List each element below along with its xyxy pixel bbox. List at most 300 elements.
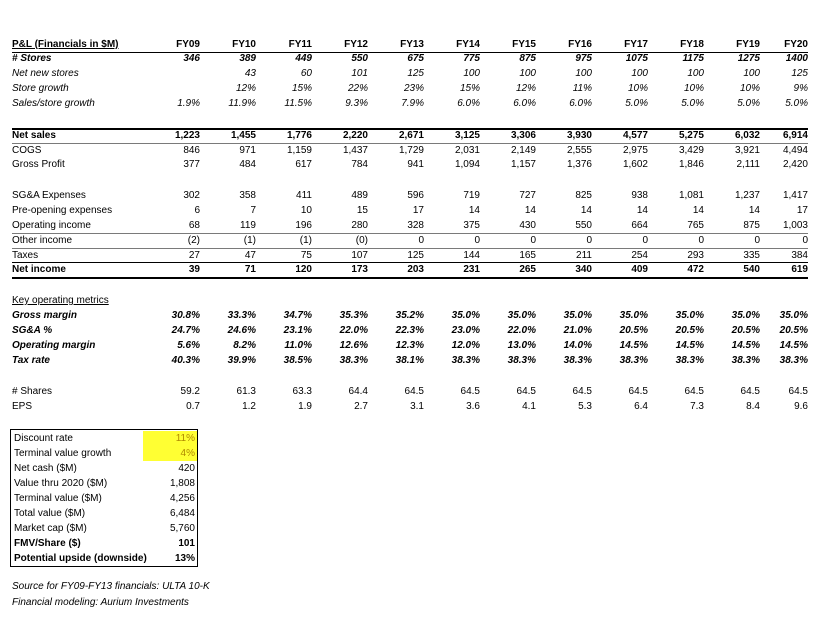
value-cell-fy11: 15%: [291, 83, 312, 94]
value-cell-fy12: 107: [351, 250, 368, 261]
row-operating-margin: [12, 339, 808, 353]
value-cell-fy18: 5.0%: [681, 98, 704, 109]
value-cell-fy15: 38.3%: [507, 355, 536, 366]
valuation-label: Total value ($M): [14, 508, 86, 519]
value-cell-fy17: 254: [631, 250, 648, 261]
value-cell-fy12: 35.3%: [339, 310, 368, 321]
value-cell-fy17: 35.0%: [619, 310, 648, 321]
value-cell-fy11: 1,159: [286, 145, 312, 156]
value-cell-fy17: 1075: [625, 53, 648, 64]
table-title: P&L (Financials in $M): [12, 39, 119, 50]
row-label: Gross margin: [12, 310, 78, 321]
value-cell-fy10: 484: [239, 159, 256, 170]
value-cell-fy11: 34.7%: [283, 310, 312, 321]
value-cell-fy09: 59.2: [180, 386, 200, 397]
value-cell-fy14: 38.3%: [451, 355, 480, 366]
value-cell-fy10: 61.3: [236, 386, 256, 397]
valuation-row-terminal-value-growth: [11, 446, 197, 461]
value-cell-fy15: 6.0%: [513, 98, 536, 109]
value-cell-fy19: 14: [748, 205, 760, 216]
value-cell-fy10: 43: [244, 68, 256, 79]
value-cell-fy14: 14: [468, 205, 480, 216]
value-cell-fy19: 20.5%: [731, 325, 760, 336]
year-header-fy19: FY19: [736, 39, 760, 50]
value-cell-fy13: 941: [407, 159, 424, 170]
value-cell-fy10: 389: [239, 53, 256, 64]
valuation-value: 101: [178, 538, 195, 549]
value-cell-fy18: 38.3%: [675, 355, 704, 366]
value-cell-fy16: 1,376: [566, 159, 592, 170]
value-cell-fy14: 64.5: [460, 386, 480, 397]
value-cell-fy13: 328: [407, 220, 424, 231]
value-cell-fy19: 14.5%: [731, 340, 760, 351]
value-cell-fy10: (1): [243, 235, 256, 246]
value-cell-fy15: 265: [519, 264, 536, 275]
value-cell-fy14: 35.0%: [451, 310, 480, 321]
value-cell-fy10: 39.9%: [227, 355, 256, 366]
value-cell-fy11: 63.3: [292, 386, 312, 397]
value-cell-fy17: 6.4: [634, 401, 648, 412]
value-cell-fy17: 5.0%: [625, 98, 648, 109]
value-cell-fy18: 64.5: [684, 386, 704, 397]
value-cell-fy13: 1,729: [398, 145, 424, 156]
value-cell-fy09: 346: [183, 53, 200, 64]
row-label: SG&A %: [12, 325, 53, 336]
year-header-fy10: FY10: [232, 39, 256, 50]
value-cell-fy11: 411: [296, 190, 312, 201]
value-cell-fy16: 3,930: [566, 130, 592, 141]
value-cell-fy14: 719: [463, 190, 480, 201]
valuation-label: Value thru 2020 ($M): [14, 478, 108, 489]
value-cell-fy11: 11.5%: [284, 98, 312, 109]
value-cell-fy15: 14: [524, 205, 536, 216]
value-cell-fy16: 0: [586, 235, 592, 246]
value-cell-fy16: 2,555: [566, 145, 592, 156]
value-cell-fy12: 1,437: [342, 145, 368, 156]
row-label: Tax rate: [12, 355, 50, 366]
row-net-income: [12, 263, 808, 277]
value-cell-fy12: 550: [351, 53, 368, 64]
value-cell-fy14: 231: [463, 264, 480, 275]
value-cell-fy11: 60: [300, 68, 312, 79]
row-label: Other income: [12, 235, 73, 246]
row-stores: [12, 52, 808, 66]
value-cell-fy13: 125: [407, 250, 424, 261]
year-header-fy09: FY09: [176, 39, 200, 50]
value-cell-fy09: 846: [183, 145, 200, 156]
valuation-row-market-cap-m: [11, 521, 197, 536]
year-header-fy16: FY16: [568, 39, 592, 50]
value-cell-fy16: 825: [575, 190, 592, 201]
opex-divider-2: [12, 248, 808, 249]
value-cell-fy10: 971: [239, 145, 256, 156]
value-cell-fy12: 22.0%: [339, 325, 368, 336]
value-cell-fy17: 38.3%: [619, 355, 648, 366]
value-cell-fy14: 15%: [459, 83, 480, 94]
row-pre-opening-expenses: [12, 204, 808, 218]
value-cell-fy13: 203: [407, 264, 424, 275]
value-cell-fy11: 1,776: [286, 130, 312, 141]
value-cell-fy13: 35.2%: [395, 310, 424, 321]
value-cell-fy18: 765: [687, 220, 704, 231]
value-cell-fy19: 35.0%: [731, 310, 760, 321]
value-cell-fy13: 64.5: [404, 386, 424, 397]
row-label: Sales/store growth: [12, 98, 95, 109]
value-cell-fy20: 38.3%: [779, 355, 808, 366]
row-operating-income: [12, 219, 808, 233]
value-cell-fy12: 9.3%: [345, 98, 368, 109]
value-cell-fy20: 0: [802, 235, 808, 246]
value-cell-fy14: 375: [463, 220, 480, 231]
row-cogs: [12, 144, 808, 158]
valuation-row-fmv-share: [11, 536, 197, 551]
value-cell-fy12: 22%: [347, 83, 368, 94]
net-income-top-rule: [12, 262, 808, 263]
value-cell-fy09: 39: [188, 264, 200, 275]
value-cell-fy16: 21.0%: [563, 325, 592, 336]
value-cell-fy16: 64.5: [572, 386, 592, 397]
row-sg-a-expenses: [12, 189, 808, 203]
valuation-row-potential-upside-downside: [11, 551, 197, 566]
value-cell-fy09: 377: [183, 159, 200, 170]
value-cell-fy09: 0.7: [186, 401, 200, 412]
value-cell-fy20: 384: [791, 250, 808, 261]
value-cell-fy14: 0: [474, 235, 480, 246]
value-cell-fy19: 540: [743, 264, 760, 275]
value-cell-fy15: 22.0%: [507, 325, 536, 336]
row-sales-store-growth: [12, 97, 808, 111]
value-cell-fy15: 3,306: [510, 130, 536, 141]
row-label: Pre-opening expenses: [12, 205, 113, 216]
row-label: # Stores: [12, 53, 52, 64]
value-cell-fy17: 2,975: [622, 145, 648, 156]
value-cell-fy18: 1,081: [678, 190, 704, 201]
valuation-row-value-thru-2020-m: [11, 476, 197, 491]
net-income-bottom-rule: [12, 277, 808, 279]
valuation-label: Market cap ($M): [14, 523, 87, 534]
value-cell-fy10: 7: [250, 205, 256, 216]
row-gross-margin: [12, 309, 808, 323]
value-cell-fy18: 100: [687, 68, 704, 79]
value-cell-fy16: 340: [575, 264, 592, 275]
value-cell-fy13: 125: [407, 68, 424, 79]
value-cell-fy15: 875: [519, 53, 536, 64]
value-cell-fy10: 11.9%: [228, 98, 256, 109]
value-cell-fy20: 6,914: [782, 130, 808, 141]
value-cell-fy12: 101: [351, 68, 368, 79]
value-cell-fy20: 4,494: [782, 145, 808, 156]
value-cell-fy19: 6,032: [734, 130, 760, 141]
valuation-row-total-value-m: [11, 506, 197, 521]
value-cell-fy16: 211: [576, 250, 592, 261]
value-cell-fy11: 1.9: [298, 401, 312, 412]
row-eps: [12, 400, 808, 414]
value-cell-fy16: 38.3%: [563, 355, 592, 366]
value-cell-fy10: 1,455: [230, 130, 256, 141]
value-cell-fy12: 2.7: [354, 401, 368, 412]
value-cell-fy11: 38.5%: [283, 355, 312, 366]
value-cell-fy18: 7.3: [690, 401, 704, 412]
value-cell-fy13: 38.1%: [395, 355, 424, 366]
value-cell-fy09: 5.6%: [177, 340, 200, 351]
metrics-section: [12, 294, 808, 308]
value-cell-fy13: 2,671: [398, 130, 424, 141]
value-cell-fy15: 64.5: [516, 386, 536, 397]
value-cell-fy18: 472: [687, 264, 704, 275]
value-cell-fy16: 5.3: [578, 401, 592, 412]
value-cell-fy13: 12.3%: [395, 340, 424, 351]
value-cell-fy10: 119: [240, 220, 256, 231]
valuation-value[interactable]: 4%: [143, 446, 197, 461]
valuation-row-terminal-value-m: [11, 491, 197, 506]
value-cell-fy10: 47: [244, 250, 256, 261]
value-cell-fy13: 23%: [403, 83, 424, 94]
year-header-fy15: FY15: [512, 39, 536, 50]
valuation-label: Discount rate: [14, 433, 73, 444]
value-cell-fy13: 675: [407, 53, 424, 64]
value-cell-fy17: 14.5%: [619, 340, 648, 351]
year-header-fy13: FY13: [400, 39, 424, 50]
row-store-growth: [12, 82, 808, 96]
row-net-new-stores: [12, 67, 808, 81]
value-cell-fy19: 875: [743, 220, 760, 231]
valuation-value: 420: [178, 463, 195, 474]
value-cell-fy16: 14: [580, 205, 592, 216]
value-cell-fy20: 2,420: [782, 159, 808, 170]
valuation-label: FMV/Share ($): [14, 538, 81, 549]
value-cell-fy15: 0: [530, 235, 536, 246]
value-cell-fy14: 100: [463, 68, 480, 79]
value-cell-fy16: 100: [575, 68, 592, 79]
valuation-value: 5,760: [169, 523, 195, 534]
value-cell-fy20: 5.0%: [785, 98, 808, 109]
value-cell-fy17: 100: [631, 68, 648, 79]
value-cell-fy19: 38.3%: [731, 355, 760, 366]
value-cell-fy12: 2,220: [342, 130, 368, 141]
value-cell-fy20: 1,003: [782, 220, 808, 231]
value-cell-fy12: 38.3%: [339, 355, 368, 366]
footnote-source: Source for FY09-FY13 financials: ULTA 10-K: [12, 581, 210, 592]
header-row: [12, 38, 808, 52]
year-header-fy11: FY11: [288, 39, 312, 50]
value-cell-fy10: 24.6%: [227, 325, 256, 336]
value-cell-fy15: 2,149: [510, 145, 536, 156]
metrics-title: Key operating metrics: [12, 295, 109, 306]
row-label: Gross Profit: [12, 159, 65, 170]
value-cell-fy19: 3,921: [734, 145, 760, 156]
value-cell-fy10: 71: [244, 264, 256, 275]
value-cell-fy09: 30.8%: [171, 310, 200, 321]
value-cell-fy15: 727: [519, 190, 536, 201]
value-cell-fy09: 1.9%: [177, 98, 200, 109]
value-cell-fy09: (2): [187, 235, 200, 246]
value-cell-fy16: 14.0%: [563, 340, 592, 351]
value-cell-fy12: 280: [351, 220, 368, 231]
value-cell-fy12: 784: [351, 159, 368, 170]
value-cell-fy17: 64.5: [628, 386, 648, 397]
value-cell-fy17: 20.5%: [619, 325, 648, 336]
value-cell-fy17: 938: [631, 190, 648, 201]
value-cell-fy18: 293: [687, 250, 704, 261]
value-cell-fy12: 64.4: [348, 386, 368, 397]
value-cell-fy12: 12.6%: [339, 340, 368, 351]
value-cell-fy11: 120: [295, 264, 312, 275]
value-cell-fy11: (1): [299, 235, 312, 246]
value-cell-fy12: 173: [351, 264, 368, 275]
value-cell-fy19: 0: [754, 235, 760, 246]
value-cell-fy18: 3,429: [678, 145, 704, 156]
value-cell-fy18: 14: [692, 205, 704, 216]
value-cell-fy17: 10%: [627, 83, 648, 94]
value-cell-fy14: 775: [463, 53, 480, 64]
value-cell-fy11: 10: [300, 205, 312, 216]
footnote-modeling: Financial modeling: Aurium Investments: [12, 597, 189, 608]
row-label: Net income: [12, 264, 66, 275]
value-cell-fy18: 1175: [682, 53, 704, 64]
row-label: Operating margin: [12, 340, 96, 351]
valuation-value: 4,256: [169, 493, 195, 504]
value-cell-fy17: 4,577: [622, 130, 648, 141]
row-tax-rate: [12, 354, 808, 368]
value-cell-fy13: 596: [407, 190, 424, 201]
net-sales-top-rule: [12, 128, 808, 130]
value-cell-fy15: 430: [519, 220, 536, 231]
value-cell-fy14: 2,031: [454, 145, 480, 156]
value-cell-fy18: 5,275: [678, 130, 704, 141]
value-cell-fy13: 17: [412, 205, 424, 216]
value-cell-fy14: 1,094: [454, 159, 480, 170]
year-header-fy20: FY20: [784, 39, 808, 50]
row-label: Net sales: [12, 130, 56, 141]
valuation-value: 1,808: [169, 478, 195, 489]
value-cell-fy20: 1,417: [782, 190, 808, 201]
value-cell-fy15: 165: [519, 250, 536, 261]
value-cell-fy15: 13.0%: [507, 340, 536, 351]
row-net-sales: [12, 129, 808, 143]
row-label: COGS: [12, 145, 42, 156]
value-cell-fy14: 3,125: [454, 130, 480, 141]
value-cell-fy20: 17: [796, 205, 808, 216]
value-cell-fy19: 1,237: [734, 190, 760, 201]
row-label: Net new stores: [12, 68, 79, 79]
valuation-value[interactable]: 11%: [143, 431, 197, 446]
value-cell-fy20: 1400: [785, 53, 808, 64]
row-label: Store growth: [12, 83, 69, 94]
value-cell-fy19: 100: [743, 68, 760, 79]
value-cell-fy20: 619: [791, 264, 808, 275]
value-cell-fy20: 14.5%: [779, 340, 808, 351]
value-cell-fy11: 23.1%: [283, 325, 312, 336]
value-cell-fy20: 64.5: [788, 386, 808, 397]
row-label: EPS: [12, 401, 33, 412]
value-cell-fy11: 617: [295, 159, 312, 170]
value-cell-fy09: 302: [183, 190, 200, 201]
value-cell-fy12: 489: [351, 190, 368, 201]
value-cell-fy19: 64.5: [740, 386, 760, 397]
row-shares: [12, 385, 808, 399]
value-cell-fy14: 6.0%: [457, 98, 480, 109]
value-cell-fy18: 14.5%: [675, 340, 704, 351]
value-cell-fy11: 11.0%: [284, 340, 312, 351]
value-cell-fy15: 35.0%: [507, 310, 536, 321]
value-cell-fy17: 1,602: [622, 159, 648, 170]
year-header-fy14: FY14: [456, 39, 480, 50]
value-cell-fy09: 1,223: [174, 130, 200, 141]
value-cell-fy15: 4.1: [522, 401, 536, 412]
net-sales-bottom-rule: [12, 143, 808, 144]
value-cell-fy09: 68: [188, 220, 200, 231]
valuation-label: Potential upside (downside): [14, 553, 147, 564]
value-cell-fy18: 20.5%: [675, 325, 704, 336]
value-cell-fy14: 23.0%: [451, 325, 480, 336]
valuation-value: 6,484: [169, 508, 195, 519]
valuation-row-net-cash-m: [11, 461, 197, 476]
value-cell-fy09: 24.7%: [171, 325, 200, 336]
valuation-label: Terminal value growth: [14, 448, 112, 459]
valuation-summary-box: [10, 429, 198, 567]
value-cell-fy17: 0: [642, 235, 648, 246]
value-cell-fy16: 11%: [572, 83, 592, 94]
valuation-value: 13%: [174, 553, 195, 564]
valuation-label: Net cash ($M): [14, 463, 77, 474]
value-cell-fy10: 8.2%: [233, 340, 256, 351]
value-cell-fy12: (0): [355, 235, 368, 246]
row-sg-a: [12, 324, 808, 338]
value-cell-fy19: 5.0%: [737, 98, 760, 109]
value-cell-fy11: 75: [300, 250, 312, 261]
valuation-label: Terminal value ($M): [14, 493, 102, 504]
value-cell-fy16: 550: [575, 220, 592, 231]
value-cell-fy13: 22.3%: [395, 325, 424, 336]
value-cell-fy19: 1275: [737, 53, 760, 64]
value-cell-fy20: 9%: [793, 83, 808, 94]
value-cell-fy11: 449: [295, 53, 312, 64]
value-cell-fy11: 196: [295, 220, 312, 231]
value-cell-fy14: 12.0%: [451, 340, 480, 351]
year-header-fy18: FY18: [680, 39, 704, 50]
value-cell-fy16: 35.0%: [563, 310, 592, 321]
value-cell-fy12: 15: [356, 205, 368, 216]
value-cell-fy20: 20.5%: [779, 325, 808, 336]
value-cell-fy20: 9.6: [794, 401, 808, 412]
value-cell-fy09: 40.3%: [171, 355, 200, 366]
value-cell-fy09: 6: [194, 205, 200, 216]
value-cell-fy20: 125: [791, 68, 808, 79]
value-cell-fy15: 12%: [515, 83, 536, 94]
row-other-income: [12, 234, 808, 248]
value-cell-fy13: 7.9%: [401, 98, 424, 109]
value-cell-fy18: 35.0%: [675, 310, 704, 321]
value-cell-fy19: 8.4: [746, 401, 760, 412]
value-cell-fy18: 0: [698, 235, 704, 246]
row-label: # Shares: [12, 386, 53, 397]
value-cell-fy16: 6.0%: [569, 98, 592, 109]
value-cell-fy17: 14: [636, 205, 648, 216]
value-cell-fy19: 10%: [739, 83, 760, 94]
row-gross-profit: [12, 158, 808, 172]
year-header-fy12: FY12: [344, 39, 368, 50]
value-cell-fy16: 975: [575, 53, 592, 64]
value-cell-fy13: 3.1: [410, 401, 424, 412]
value-cell-fy17: 664: [631, 220, 648, 231]
value-cell-fy14: 144: [463, 250, 480, 261]
value-cell-fy17: 409: [631, 264, 648, 275]
value-cell-fy14: 3.6: [466, 401, 480, 412]
row-taxes: [12, 249, 808, 263]
opex-divider-1: [12, 233, 808, 234]
row-label: Taxes: [12, 250, 39, 261]
value-cell-fy09: 27: [188, 250, 200, 261]
